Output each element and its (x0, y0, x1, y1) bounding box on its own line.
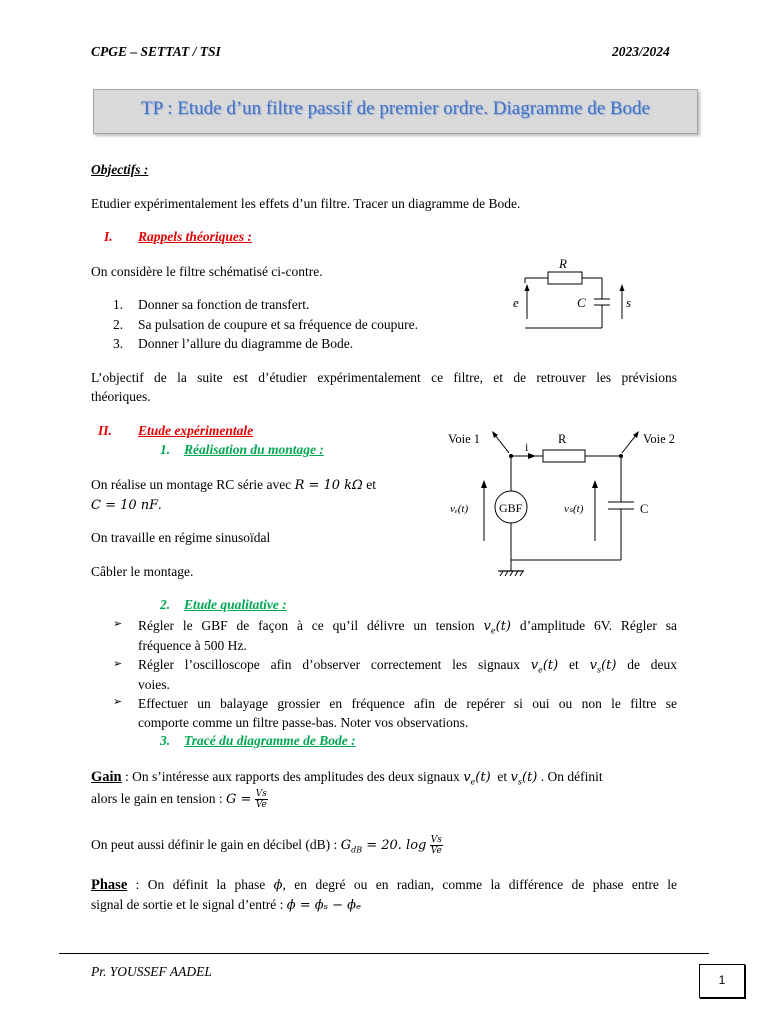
gain-db-line (91, 835, 443, 860)
gain-db-text: On peut aussi définir le gain en décibel (dB) : (91, 837, 338, 852)
sub2-heading: Etude qualitative : (184, 597, 287, 612)
montage-line1 (91, 475, 376, 495)
list-item-num: 1. (113, 297, 124, 312)
header-right: 2023/2024 (612, 44, 670, 59)
gain-line2 (91, 789, 268, 810)
voie2-label: Voie 2 (643, 432, 676, 446)
bullet-arrow-icon: ➢ (113, 658, 123, 670)
ve-symbol: $v_e(t)$ (530, 658, 559, 675)
bullet-1-text-end: d’amplitude 6V. Régler sa (519, 618, 678, 633)
phase-line1 (91, 875, 677, 895)
current-label: i (525, 440, 529, 454)
section1-heading: Rappels théoriques : (138, 229, 253, 244)
phase-heading: Phase (91, 877, 128, 893)
list-item: Donner l’allure du diagramme de Bode. (138, 336, 354, 351)
capacitor-label: C (640, 502, 649, 516)
bullet-2-text: Régler l’oscilloscope afin d’observer correctement les signaux (138, 657, 520, 672)
list-item: Sa pulsation de coupure et sa fréquence de coupure. (138, 317, 419, 332)
r-label: R (559, 256, 567, 271)
sub3-heading: Tracé du diagramme de Bode : (184, 733, 356, 748)
c-label: C (577, 295, 586, 310)
bullet-2-et: et (569, 657, 579, 672)
gain-heading: Gain (91, 769, 122, 785)
montage-end: . (158, 497, 162, 512)
list-item: Donner sa fonction de transfert. (138, 297, 310, 312)
phase-formula: ϕ = ϕₛ − ϕₑ (286, 898, 362, 913)
regime-text: On travaille en régime sinusoïdal (91, 530, 271, 545)
montage-r: R = 10 kΩ (294, 478, 363, 493)
montage-c: C = 10 nF (91, 498, 159, 513)
bullet-arrow-icon: ➢ (113, 696, 123, 708)
bullet-3-line2: comporte comme un filtre passe-bas. Noter vos observations. (138, 715, 469, 730)
montage-line2 (91, 495, 162, 515)
section1-objective-line2: théoriques. (91, 389, 151, 404)
bullet-1-text: Régler le GBF de façon à ce qu’il délivre un tension (138, 618, 475, 633)
sub2-number: 2. (160, 597, 171, 612)
list-item-num: 3. (113, 336, 124, 351)
rc-circuit-diagram (505, 255, 645, 335)
objectifs-text: Etudier expérimentalement les effets d’un filtre. Tracer un diagramme de Bode. (91, 196, 521, 211)
header-left: CPGE – SETTAT / TSI (91, 44, 221, 59)
phi-symbol: ϕ (273, 878, 283, 893)
gbf-circuit-diagram (440, 425, 690, 585)
bullet-2-text-end: de deux (627, 657, 678, 672)
section2-number: II. (98, 423, 112, 438)
e-label: e (513, 295, 519, 310)
cabler-text: Câbler le montage. (91, 564, 194, 579)
footer-author: Pr. YOUSSEF AADEL (91, 964, 212, 979)
vs-symbol: $v_s(t)$ (510, 770, 538, 787)
bullet-1-line2: fréquence à 500 Hz. (138, 638, 247, 653)
s-label: s (626, 295, 632, 310)
montage-text: On réalise un montage RC série avec (91, 477, 292, 492)
vs-label: vₛ(t) (564, 503, 584, 515)
gain-text2: alors le gain en tension : (91, 791, 223, 806)
gain-line1 (91, 767, 677, 792)
section1-intro: On considère le filtre schématisé ci-contre. (91, 264, 323, 279)
page-number-box (699, 964, 745, 998)
objectifs-heading: Objectifs : (91, 162, 149, 177)
section2-heading: Etude expérimentale (138, 423, 254, 438)
ve-symbol: $v_e(t)$ (463, 770, 491, 787)
footer-divider (59, 953, 709, 954)
phase-text2: signal de sortie et le signal d’entré : (91, 897, 284, 912)
gain-db-formula: $G_{dB} = 20$. log (340, 838, 427, 855)
bullet-2-line2: voies. (138, 677, 170, 692)
gain-text1: : On s’intéresse aux rapports des amplitudes des deux signaux (125, 769, 460, 784)
ve-symbol: $v_e(t)$ (483, 619, 511, 636)
page-number: 1 (718, 973, 726, 987)
bullet-2-line1 (138, 655, 677, 680)
list-item-num: 2. (113, 317, 124, 332)
phase-line2 (91, 895, 361, 915)
phase-text1-end: , en degré ou en radian, comme la différence de phase entre le (282, 877, 677, 892)
resistor-label: R (558, 432, 567, 446)
gain-db-fraction: $\frac{Vs}{Ve}$ (430, 835, 442, 857)
bullet-arrow-icon: ➢ (113, 618, 123, 630)
gain-text1-end: . On définit (540, 769, 603, 784)
ve-label: vₑ(t) (450, 503, 469, 515)
montage-and: et (366, 477, 376, 492)
gbf-label: GBF (499, 501, 523, 515)
gain-fraction: $\frac{Vs}{Ve}$ (255, 789, 267, 811)
section1-objective-line1: L’objectif de la suite est d’étudier expérimentalement ce filtre, et de retrouver les prévisions (91, 370, 677, 385)
voie1-label: Voie 1 (448, 432, 481, 446)
gain-formula-lhs: G = (225, 792, 252, 807)
sub3-number: 3. (160, 733, 171, 748)
page-title: TP : Etude d’un filtre passif de premier ordre. Diagramme de Bode (141, 98, 650, 119)
bullet-3-line1: Effectuer un balayage grossier en fréquence afin de repérer si oui ou non le filtre se (138, 696, 677, 711)
gain-et: et (497, 769, 508, 784)
vs-symbol: $v_s(t)$ (589, 658, 617, 675)
sub1-number: 1. (160, 442, 171, 457)
phase-text1: : On définit la phase (135, 877, 266, 892)
title-box (93, 89, 698, 134)
sub1-heading: Réalisation du montage : (184, 442, 324, 457)
section1-number: I. (104, 229, 113, 244)
